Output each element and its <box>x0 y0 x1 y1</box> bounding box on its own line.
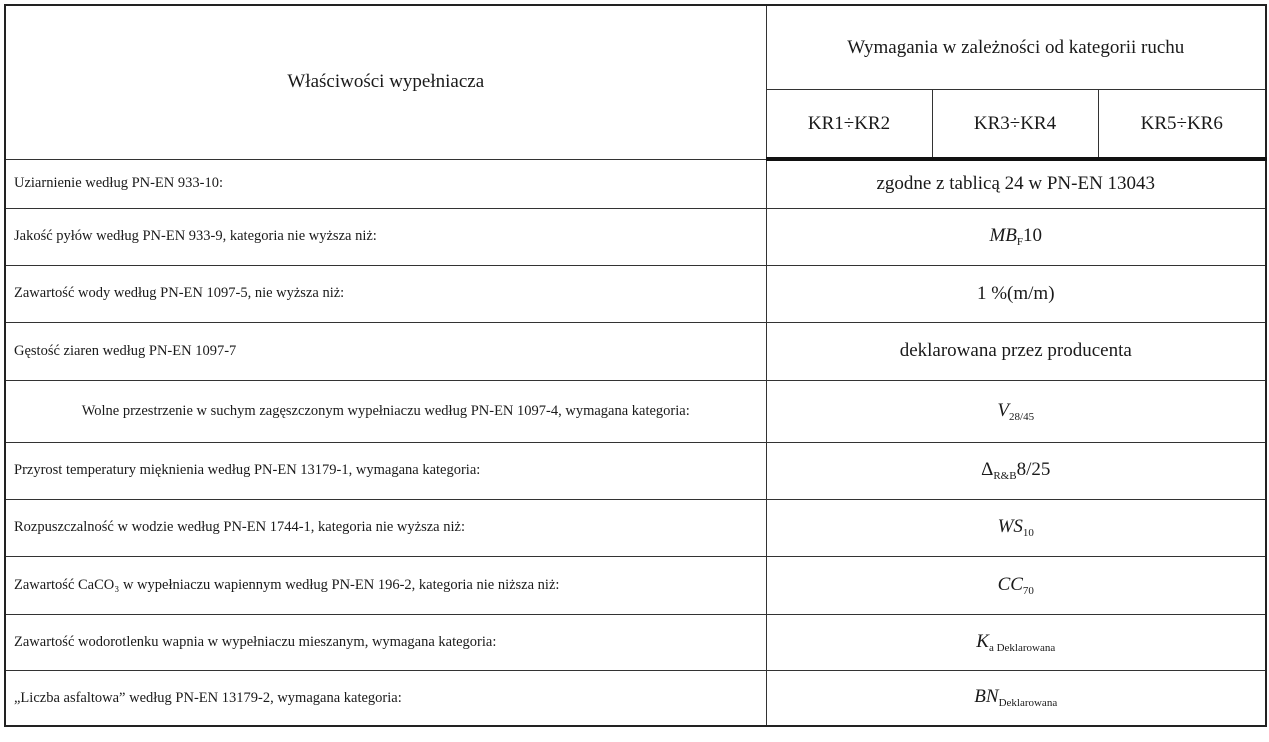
table-row <box>5 265 1266 322</box>
property-cell: Gęstość ziaren według PN-EN 1097-7 <box>5 322 766 380</box>
value-subscript: 70 <box>1022 584 1034 597</box>
value-symbol: Δ <box>981 459 994 480</box>
property-cell: Zawartość wodorotlenku wapnia w wypełniaczu mieszanym, wymagana kategoria: <box>5 614 766 670</box>
value-cell <box>766 380 1266 442</box>
value-subscript: 10 <box>1022 527 1034 539</box>
filler-requirements-table <box>4 4 1267 727</box>
value-subscript: F <box>1016 236 1024 248</box>
table-row <box>5 556 1266 614</box>
value-cell <box>766 556 1266 614</box>
value-suffix: 10 <box>1023 225 1043 246</box>
value-symbol: K <box>976 630 989 652</box>
value-subscript: a Deklarowana <box>988 641 1056 654</box>
table-row <box>5 499 1266 556</box>
table-row <box>5 614 1266 670</box>
value-cell <box>766 208 1266 265</box>
category-kr5-kr6: KR5÷KR6 <box>1098 90 1266 160</box>
value-subscript: Deklarowana <box>998 697 1058 710</box>
category-kr3-kr4: KR3÷KR4 <box>932 90 1098 160</box>
table-row <box>5 322 1266 380</box>
table-row <box>5 208 1266 265</box>
property-cell: Jakość pyłów według PN-EN 933-9, kategoria nie wyższa niż: <box>5 208 766 265</box>
value-cell: zgodne z tablicą 24 w PN-EN 13043 <box>766 159 1266 208</box>
value-cell: 1 %(m/m) <box>766 265 1266 322</box>
table-row <box>5 159 1266 208</box>
property-cell: Zawartość wody według PN-EN 1097-5, nie wyższa niż: <box>5 265 766 322</box>
value-symbol: BN <box>974 686 999 708</box>
category-kr1-kr2: KR1÷KR2 <box>766 90 932 160</box>
property-cell: Wolne przestrzenie w suchym zagęszczonym wypełniaczu według PN-EN 1097-4, wymagana kategoria: <box>5 380 766 442</box>
value-symbol: WS <box>997 516 1023 537</box>
property-cell: Uziarnienie według PN-EN 933-10: <box>5 159 766 208</box>
property-cell: Rozpuszczalność w wodzie według PN-EN 1744-1, kategoria nie wyższa niż: <box>5 499 766 556</box>
property-cell: Zawartość CaCO₃ w wypełniaczu wapiennym według PN-EN 196-2, kategoria nie niższa niż: <box>5 556 766 614</box>
value-symbol: MB <box>989 225 1017 246</box>
value-symbol: V <box>997 399 1010 421</box>
value-cell <box>766 499 1266 556</box>
value-cell <box>766 670 1266 726</box>
table-row <box>5 670 1266 726</box>
value-subscript: R&B <box>993 470 1017 482</box>
header-requirements: Wymagania w zależności od kategorii ruchu <box>766 5 1266 90</box>
value-symbol: CC <box>997 573 1023 595</box>
value-cell <box>766 442 1266 499</box>
table-row <box>5 380 1266 442</box>
property-cell: „Liczba asfaltowa” według PN-EN 13179-2, wymagana kategoria: <box>5 670 766 726</box>
header-row-1 <box>5 5 1266 90</box>
value-subscript: 28/45 <box>1009 410 1035 423</box>
value-cell <box>766 614 1266 670</box>
value-cell: deklarowana przez producenta <box>766 322 1266 380</box>
value-suffix: 8/25 <box>1016 459 1051 480</box>
property-cell: Przyrost temperatury mięknienia według PN-EN 13179-1, wymagana kategoria: <box>5 442 766 499</box>
header-properties: Właściwości wypełniacza <box>5 5 766 159</box>
table-row <box>5 442 1266 499</box>
